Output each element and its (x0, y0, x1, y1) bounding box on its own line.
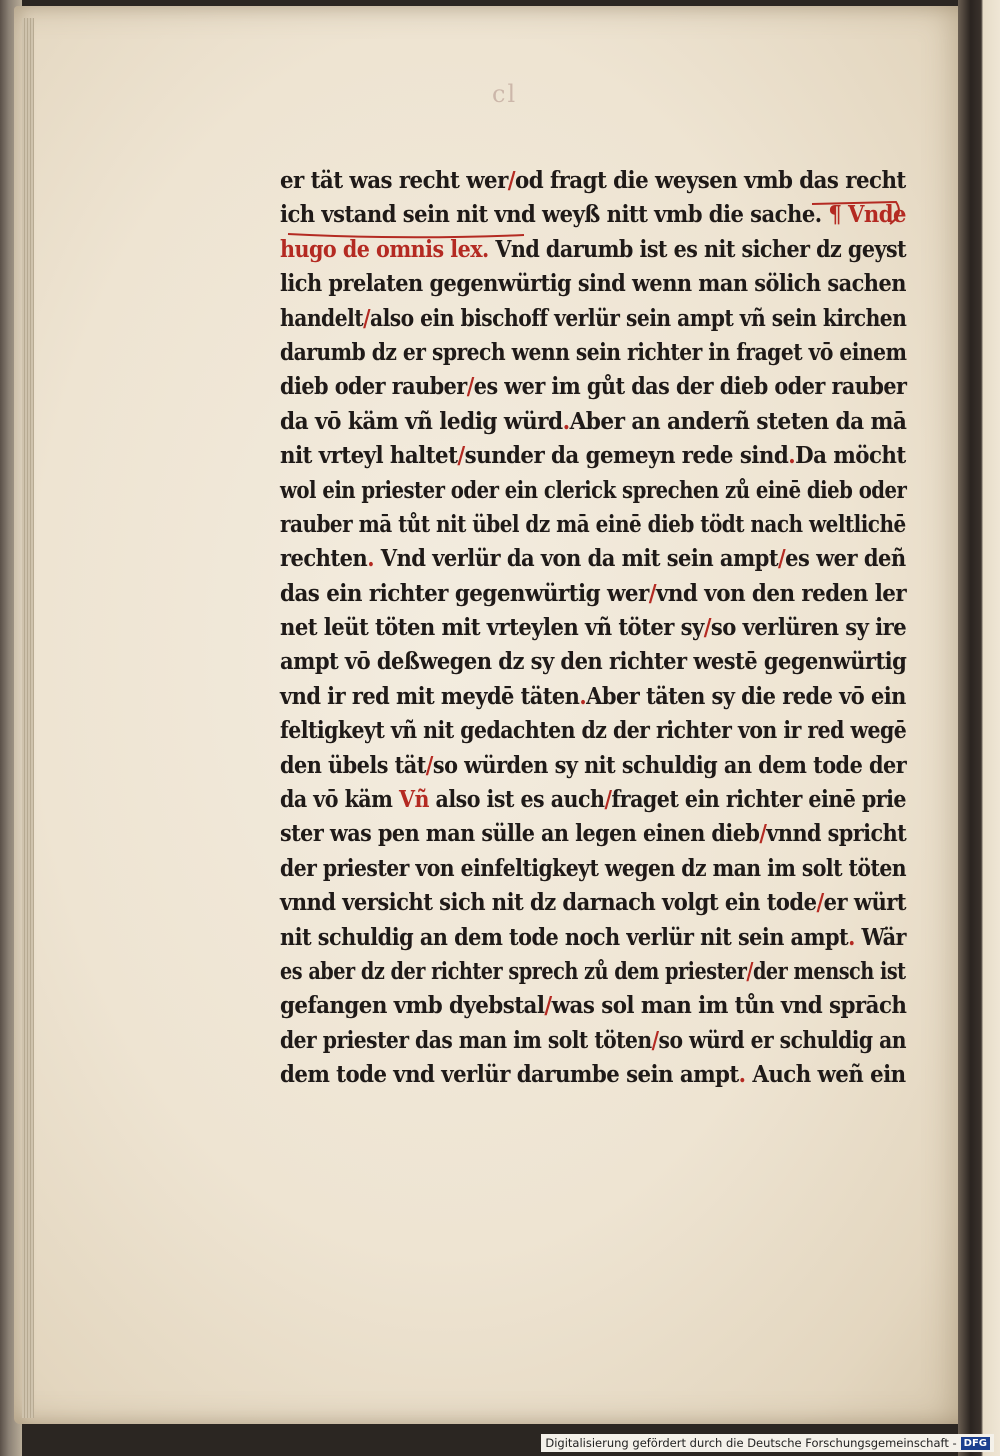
text-line (280, 611, 907, 645)
text-line (280, 336, 907, 370)
text-segment: der priester von einfeltigkeyt wegen dz man im solt töten (280, 854, 907, 882)
rubric-mark: / (703, 614, 711, 642)
text-line (280, 542, 906, 576)
page-stack (22, 18, 34, 1418)
text-segment: vnnd spricht (766, 820, 907, 848)
text-line (280, 989, 907, 1023)
text-line (280, 886, 906, 920)
rubric-mark: . (367, 545, 374, 573)
text-segment: ampt vō deßwegen dz sy den richter westē gegenwürtig (280, 648, 907, 676)
text-segment: nit schuldig an dem tode noch verlür nit sein ampt (280, 923, 849, 951)
text-line (280, 1058, 906, 1092)
text-segment: also ist es auch (428, 786, 605, 814)
text-segment: net leüt töten mit vrteylen vñ töter sy (280, 614, 704, 642)
text-line (280, 267, 906, 301)
text-segment: es wer deñ (785, 545, 906, 573)
text-segment: rauber mā tůt nit übel dz mā einē dieb tödt nach weltlichē (280, 510, 906, 538)
dfg-logo: DFG (961, 1437, 990, 1450)
rubric-mark: / (816, 889, 824, 917)
text-segment: so würd er schuldig an (658, 1026, 907, 1054)
text-segment: es aber dz der richter sprech zů dem priester (280, 957, 747, 985)
text-segment: so verlüren sy ire (710, 614, 907, 642)
footer-text: Digitalisierung gefördert durch die Deutsche Forschungsgemeinschaft - (545, 1436, 957, 1450)
text-segment: was sol man im tůn vnd sprāch (551, 992, 907, 1020)
text-segment: rechten (280, 545, 368, 573)
text-segment: dieb oder rauber (280, 373, 467, 401)
text-line (280, 439, 906, 473)
text-segment: sunder da gemeyn rede sind (464, 442, 789, 470)
text-line (280, 817, 907, 851)
text-line (280, 1024, 907, 1058)
text-segment: vnd von den reden ler (655, 579, 907, 607)
rubric-mark: . (738, 1061, 746, 1089)
book-gutter (958, 0, 1000, 1456)
text-segment: da vō käm vñ ledig würd (280, 407, 563, 435)
text-line (280, 474, 907, 508)
rubric-mark: . (579, 682, 587, 710)
footer-credit (541, 1434, 994, 1452)
text-segment: den übels tät (280, 751, 426, 779)
text-segment: vnd ir red mit meydē täten (280, 682, 580, 710)
text-segment: Vnd verlür da von da mit sein ampt (373, 545, 779, 573)
rubric-mark: / (778, 545, 786, 573)
text-segment: feltigkeyt vñ nit gedachten dz der richter von ir red wegē (280, 717, 907, 745)
text-block (280, 164, 920, 1093)
text-segment: Wär (854, 923, 906, 951)
text-segment: Vnd darumb ist es nit sicher dz geyst (488, 235, 907, 263)
text-segment: so würden sy nit schuldig an dem tode der (432, 751, 907, 779)
text-segment: da vō käm (280, 786, 400, 814)
text-segment: vnnd versicht sich nit dz darnach volgt ein tode (280, 889, 817, 917)
rubric-mark: / (425, 751, 433, 779)
rubric-mark: / (746, 957, 753, 985)
text-line (280, 198, 906, 232)
rubric-mark: / (651, 1026, 659, 1054)
text-lines (280, 164, 920, 1093)
rubric-mark: Vñ (399, 786, 429, 814)
text-segment: od fragt die weysen vmb das recht (515, 167, 906, 194)
rubric-mark: . (848, 923, 855, 951)
rubric-mark: / (544, 992, 552, 1020)
text-segment: er tät was recht wer (280, 167, 508, 194)
rubric-mark: hugo de omnis lex. (280, 235, 489, 263)
text-segment: wol ein priester oder ein clerick sprechen zů einē dieb oder (280, 476, 907, 504)
text-line (280, 645, 907, 679)
text-line (280, 783, 906, 817)
text-segment: dem tode vnd verlür darumbe sein ampt (280, 1061, 739, 1089)
rubric-mark: / (604, 786, 612, 814)
text-line (280, 680, 906, 714)
text-line (280, 955, 906, 989)
text-line (280, 577, 907, 611)
text-segment: fraget ein richter einē prie (611, 786, 906, 814)
text-segment: handelt (280, 304, 364, 332)
rubric-mark: / (648, 579, 656, 607)
text-segment: der mensch ist (752, 957, 906, 985)
rubric-mark: / (363, 304, 370, 332)
text-segment: Aber an anderñ steten da mā (569, 407, 907, 435)
text-segment: Auch weñ ein (745, 1061, 906, 1089)
page (14, 6, 972, 1424)
rubric-mark: / (466, 373, 474, 401)
text-segment: das ein richter gegenwürtig wer (280, 579, 649, 607)
text-segment: gefangen vmb dyebstal (280, 992, 545, 1020)
text-segment: es wer im gůt das der dieb oder rauber (473, 373, 907, 401)
rubric-mark: / (759, 820, 767, 848)
text-segment: darumb dz er sprech wenn sein richter in fraget vō einem (280, 338, 907, 366)
text-segment: Aber täten sy die rede vō ein (586, 682, 906, 710)
rubric-mark: . (562, 407, 570, 435)
text-segment: ster was pen man sülle an legen einen dieb (280, 820, 760, 848)
text-segment: Da möcht (795, 442, 906, 470)
text-segment: also ein bischoff verlür sein ampt vñ sein kirchen (369, 304, 907, 332)
text-segment: lich prelaten gegenwürtig sind wenn man sölich sachen (280, 270, 906, 298)
text-line (280, 852, 907, 886)
text-line (280, 370, 907, 404)
text-segment: der priester das man im solt töten (280, 1026, 652, 1054)
rubric-mark: . (788, 442, 796, 470)
text-line (280, 749, 907, 783)
folio-number: cl (492, 80, 518, 108)
text-segment: ich vstand sein nit vnd weyß nitt vmb die sache. (280, 201, 829, 229)
text-segment: er würt (823, 889, 906, 917)
text-line (280, 508, 906, 542)
text-segment: nit vrteyl haltet (280, 442, 458, 470)
rubric-mark: ¶ Vnde (828, 201, 906, 229)
text-line (280, 233, 907, 267)
text-line (280, 714, 907, 748)
text-line (280, 164, 906, 198)
text-line (280, 405, 907, 439)
rubric-mark: / (457, 442, 465, 470)
rubric-mark: / (507, 167, 516, 194)
text-line (280, 921, 906, 955)
text-line (280, 302, 907, 336)
